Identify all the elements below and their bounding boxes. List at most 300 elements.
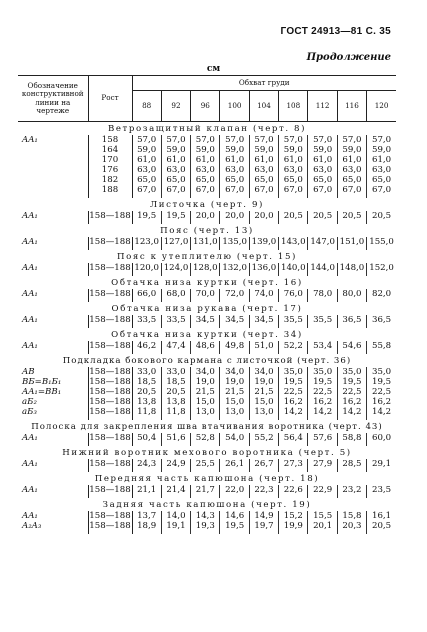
cell-value: 18,5 bbox=[137, 377, 157, 387]
table-row bbox=[18, 237, 396, 250]
cell-value: 59,0 bbox=[220, 145, 249, 155]
row-height: 158—188 bbox=[88, 315, 132, 328]
cell-value: 16,2 bbox=[308, 397, 337, 407]
cell-value: 65,0 bbox=[161, 175, 190, 185]
row-height: 158—188 bbox=[88, 237, 132, 250]
cell-value: 120,0 bbox=[134, 263, 159, 273]
cell-value: 57,0 bbox=[337, 135, 366, 145]
cell-value: 59,0 bbox=[249, 145, 278, 155]
cell-value: 59,0 bbox=[308, 145, 337, 155]
cell-value: 13,8 bbox=[161, 397, 190, 407]
row-label: AA₁ bbox=[22, 263, 38, 273]
cell-value: 47,4 bbox=[161, 341, 190, 354]
cell-value: 67,0 bbox=[137, 185, 157, 195]
section-header bbox=[18, 250, 396, 263]
table-row bbox=[18, 433, 396, 446]
cell-value: 35,5 bbox=[279, 315, 308, 328]
cell-value: 33,0 bbox=[137, 367, 157, 377]
cell-value: 55,8 bbox=[367, 341, 396, 354]
row-height: 188 bbox=[88, 185, 132, 198]
cell-value: 16,2 bbox=[279, 397, 308, 407]
row-height: 158—188 bbox=[88, 521, 132, 534]
cell-value: 123,0 bbox=[134, 237, 159, 247]
cell-value: 67,0 bbox=[279, 185, 308, 198]
cell-value: 16,1 bbox=[367, 511, 396, 521]
cell-value: 46,2 bbox=[137, 341, 157, 351]
cell-value: 20,5 bbox=[161, 387, 190, 397]
table-row bbox=[18, 521, 396, 534]
cell-value: 20,5 bbox=[137, 387, 157, 397]
cell-value: 22,5 bbox=[367, 387, 396, 397]
cell-value: 33,0 bbox=[161, 367, 190, 377]
section-title: Передняя часть капюшона (черт. 18) bbox=[94, 474, 320, 484]
section-title: Пояс к утеплителю (черт. 15) bbox=[117, 252, 297, 262]
cell-value: 54,0 bbox=[220, 433, 249, 446]
table-row bbox=[18, 145, 396, 155]
cell-value: 14,3 bbox=[191, 511, 220, 521]
row-label: BБ=B₁Б₁ bbox=[22, 377, 62, 387]
header-girth-96: 96 bbox=[191, 91, 220, 122]
cell-value: 76,0 bbox=[279, 289, 308, 302]
cell-value: 65,0 bbox=[220, 175, 249, 185]
cell-value: 18,5 bbox=[161, 377, 190, 387]
cell-value: 57,0 bbox=[279, 135, 308, 145]
row-label bbox=[18, 155, 88, 165]
cell-value: 65,0 bbox=[308, 175, 337, 185]
row-label: A₂A₃ bbox=[22, 521, 42, 531]
cell-value: 57,0 bbox=[137, 135, 157, 145]
header-girth-108: 108 bbox=[279, 91, 308, 122]
cell-value: 63,0 bbox=[337, 165, 366, 175]
cell-value: 14,0 bbox=[161, 511, 190, 521]
section-title: Полоска для закрепления шва втачивания воротника (черт. 43) bbox=[31, 422, 383, 432]
cell-value: 65,0 bbox=[367, 175, 396, 185]
cell-value: 66,0 bbox=[137, 289, 157, 299]
cell-value: 20,5 bbox=[367, 211, 396, 224]
row-height: 164 bbox=[88, 145, 132, 155]
table-row bbox=[18, 397, 396, 407]
unit-label: см bbox=[206, 64, 221, 74]
cell-value: 59,0 bbox=[191, 145, 220, 155]
cell-value: 33,5 bbox=[137, 315, 157, 325]
cell-value: 34,5 bbox=[220, 315, 249, 328]
table-row bbox=[18, 185, 396, 198]
section-title: Обтачка низа куртки (черт. 16) bbox=[111, 278, 303, 288]
cell-value: 63,0 bbox=[279, 165, 308, 175]
cell-value: 61,0 bbox=[308, 155, 337, 165]
header-girth-116: 116 bbox=[337, 91, 366, 122]
row-height: 158—188 bbox=[89, 377, 131, 387]
cell-value: 35,0 bbox=[367, 367, 396, 377]
cell-value: 19,0 bbox=[249, 377, 278, 387]
cell-value: 53,4 bbox=[308, 341, 337, 354]
section-title: Задняя часть капюшона (черт. 19) bbox=[102, 500, 312, 510]
row-height: 158—188 bbox=[89, 387, 131, 397]
cell-value: 61,0 bbox=[220, 155, 249, 165]
table-row bbox=[18, 315, 396, 328]
cell-value: 67,0 bbox=[308, 185, 337, 198]
cell-value: 19,9 bbox=[279, 521, 308, 534]
continuation-label: Продолжение bbox=[306, 52, 391, 63]
header-girth-88: 88 bbox=[132, 91, 161, 122]
cell-value: 143,0 bbox=[279, 237, 308, 250]
cell-value: 21,7 bbox=[191, 485, 220, 498]
cell-value: 22,5 bbox=[308, 387, 337, 397]
cell-value: 21,5 bbox=[191, 387, 220, 397]
cell-value: 19,5 bbox=[161, 211, 190, 224]
cell-value: 15,5 bbox=[308, 511, 337, 521]
cell-value: 59,0 bbox=[279, 145, 308, 155]
cell-value: 68,0 bbox=[161, 289, 190, 302]
table-row bbox=[18, 377, 396, 387]
cell-value: 26,7 bbox=[249, 459, 278, 472]
cell-value: 136,0 bbox=[249, 263, 278, 276]
cell-value: 19,5 bbox=[308, 377, 337, 387]
cell-value: 65,0 bbox=[249, 175, 278, 185]
row-label: AA₁=BB₁ bbox=[22, 387, 62, 397]
table-row bbox=[18, 367, 396, 377]
row-label: AA₁ bbox=[22, 315, 38, 325]
cell-value: 144,0 bbox=[308, 263, 337, 276]
cell-value: 15,8 bbox=[337, 511, 366, 521]
section-title: Подкладка бокового кармана с листочкой (черт. 36) bbox=[62, 356, 352, 366]
row-height: 158—188 bbox=[88, 289, 132, 302]
cell-value: 19,5 bbox=[367, 377, 396, 387]
cell-value: 24,9 bbox=[161, 459, 190, 472]
cell-value: 23,2 bbox=[337, 485, 366, 498]
cell-value: 60,0 bbox=[367, 433, 396, 446]
row-height: 158—188 bbox=[88, 459, 132, 472]
section-header bbox=[18, 224, 396, 237]
section-header bbox=[18, 354, 396, 367]
cell-value: 135,0 bbox=[220, 237, 249, 250]
row-label: AA₁ bbox=[22, 289, 38, 299]
section-header bbox=[18, 328, 396, 341]
cell-value: 27,9 bbox=[308, 459, 337, 472]
cell-value: 61,0 bbox=[161, 155, 190, 165]
section-header bbox=[18, 122, 396, 136]
cell-value: 21,4 bbox=[161, 485, 190, 498]
cell-value: 13,8 bbox=[137, 397, 157, 407]
cell-value: 19,7 bbox=[249, 521, 278, 534]
row-label: AA₁ bbox=[22, 211, 38, 221]
cell-value: 26,1 bbox=[220, 459, 249, 472]
cell-value: 20,0 bbox=[249, 211, 278, 224]
table-row bbox=[18, 289, 396, 302]
cell-value: 20,1 bbox=[308, 521, 337, 534]
row-label: AA₁ bbox=[22, 485, 38, 495]
cell-value: 61,0 bbox=[137, 155, 157, 165]
cell-value: 20,5 bbox=[337, 211, 366, 224]
section-header bbox=[18, 198, 396, 211]
section-title: Нижний воротник мехового воротника (черт. 5) bbox=[62, 448, 352, 458]
table-row bbox=[18, 155, 396, 165]
table-row bbox=[18, 485, 396, 498]
cell-value: 63,0 bbox=[191, 165, 220, 175]
row-height: 158 bbox=[88, 135, 132, 145]
row-height: 176 bbox=[88, 165, 132, 175]
section-title: Обтачка низа рукава (черт. 17) bbox=[111, 304, 303, 314]
cell-value: 19,3 bbox=[191, 521, 220, 534]
cell-value: 61,0 bbox=[337, 155, 366, 165]
table-row bbox=[18, 341, 396, 354]
cell-value: 147,0 bbox=[308, 237, 337, 250]
cell-value: 55,2 bbox=[249, 433, 278, 446]
cell-value: 51,6 bbox=[161, 433, 190, 446]
cell-value: 65,0 bbox=[279, 175, 308, 185]
cell-value: 15,0 bbox=[220, 397, 249, 407]
table-row bbox=[18, 211, 396, 224]
cell-value: 22,0 bbox=[220, 485, 249, 498]
cell-value: 82,0 bbox=[367, 289, 396, 302]
cell-value: 15,0 bbox=[191, 397, 220, 407]
row-height: 158—188 bbox=[88, 263, 132, 276]
cell-value: 34,0 bbox=[191, 367, 220, 377]
table-row bbox=[18, 263, 396, 276]
cell-value: 35,5 bbox=[308, 315, 337, 328]
cell-value: 14,2 bbox=[279, 407, 308, 420]
table-row bbox=[18, 175, 396, 185]
row-label bbox=[18, 145, 88, 155]
cell-value: 20,5 bbox=[367, 521, 396, 534]
cell-value: 52,8 bbox=[191, 433, 220, 446]
row-label: AA₁ bbox=[22, 237, 38, 247]
measurements-table bbox=[18, 75, 396, 534]
cell-value: 63,0 bbox=[367, 165, 396, 175]
cell-value: 19,0 bbox=[191, 377, 220, 387]
cell-value: 18,9 bbox=[137, 521, 157, 531]
row-height: 158—188 bbox=[89, 367, 131, 377]
cell-value: 57,0 bbox=[220, 135, 249, 145]
cell-value: 67,0 bbox=[191, 185, 220, 198]
cell-value: 67,0 bbox=[337, 185, 366, 198]
cell-value: 132,0 bbox=[220, 263, 249, 276]
cell-value: 21,1 bbox=[137, 485, 157, 495]
cell-value: 34,0 bbox=[249, 367, 278, 377]
header-girth-104: 104 bbox=[249, 91, 278, 122]
cell-value: 49,8 bbox=[220, 341, 249, 354]
cell-value: 63,0 bbox=[161, 165, 190, 175]
cell-value: 67,0 bbox=[249, 185, 278, 198]
row-height: 158—188 bbox=[88, 433, 132, 446]
cell-value: 59,0 bbox=[337, 145, 366, 155]
cell-value: 59,0 bbox=[367, 145, 396, 155]
cell-value: 35,0 bbox=[279, 367, 308, 377]
row-height: 158—188 bbox=[89, 511, 131, 521]
cell-value: 52,2 bbox=[279, 341, 308, 354]
row-height: 158—188 bbox=[88, 341, 132, 354]
section-header bbox=[18, 302, 396, 315]
section-header bbox=[18, 276, 396, 289]
row-label: AA₁ bbox=[22, 433, 38, 443]
section-title: Обтачка низа куртки (черт. 34) bbox=[111, 330, 303, 340]
cell-value: 128,0 bbox=[191, 263, 220, 276]
cell-value: 13,0 bbox=[191, 407, 220, 420]
cell-value: 14,9 bbox=[249, 511, 278, 521]
header-height-column: Рост bbox=[88, 76, 132, 122]
section-header bbox=[18, 472, 396, 485]
cell-value: 11,8 bbox=[137, 407, 157, 417]
page-header: ГОСТ 24913—81 С. 35 bbox=[280, 26, 391, 37]
section-title: Листочка (черт. 9) bbox=[149, 200, 264, 210]
cell-value: 80,0 bbox=[337, 289, 366, 302]
cell-value: 22,9 bbox=[308, 485, 337, 498]
cell-value: 11,8 bbox=[161, 407, 190, 420]
row-height: 158—188 bbox=[88, 211, 132, 224]
cell-value: 29,1 bbox=[367, 459, 396, 472]
cell-value: 65,0 bbox=[337, 175, 366, 185]
row-label: AA₁ bbox=[22, 341, 38, 351]
cell-value: 15,0 bbox=[249, 397, 278, 407]
cell-value: 51,0 bbox=[249, 341, 278, 354]
header-girth-92: 92 bbox=[161, 91, 190, 122]
cell-value: 155,0 bbox=[367, 237, 396, 250]
cell-value: 14,6 bbox=[220, 511, 249, 521]
cell-value: 57,6 bbox=[308, 433, 337, 446]
row-height: 182 bbox=[88, 175, 132, 185]
cell-value: 36,5 bbox=[337, 315, 366, 328]
cell-value: 22,5 bbox=[279, 387, 308, 397]
header-girth-120: 120 bbox=[367, 91, 396, 122]
cell-value: 19,5 bbox=[279, 377, 308, 387]
cell-value: 35,0 bbox=[337, 367, 366, 377]
cell-value: 65,0 bbox=[137, 175, 157, 185]
section-title: Ветрозащитный клапан (черт. 8) bbox=[107, 124, 307, 134]
cell-value: 67,0 bbox=[367, 185, 396, 198]
cell-value: 19,5 bbox=[220, 521, 249, 534]
table-row bbox=[18, 387, 396, 397]
cell-value: 22,6 bbox=[279, 485, 308, 498]
cell-value: 61,0 bbox=[367, 155, 396, 165]
cell-value: 151,0 bbox=[337, 237, 366, 250]
cell-value: 16,2 bbox=[337, 397, 366, 407]
cell-value: 15,2 bbox=[279, 511, 308, 521]
cell-value: 13,0 bbox=[220, 407, 249, 420]
cell-value: 63,0 bbox=[249, 165, 278, 175]
cell-value: 65,0 bbox=[191, 175, 220, 185]
cell-value: 63,0 bbox=[308, 165, 337, 175]
cell-value: 57,0 bbox=[308, 135, 337, 145]
cell-value: 61,0 bbox=[249, 155, 278, 165]
row-label bbox=[18, 165, 88, 175]
cell-value: 19,1 bbox=[161, 521, 190, 534]
cell-value: 34,0 bbox=[220, 367, 249, 377]
cell-value: 127,0 bbox=[161, 237, 190, 250]
cell-value: 36,5 bbox=[367, 315, 396, 328]
cell-value: 35,0 bbox=[308, 367, 337, 377]
section-title: Пояс (черт. 13) bbox=[160, 226, 254, 236]
cell-value: 57,0 bbox=[367, 135, 396, 145]
section-header bbox=[18, 498, 396, 511]
cell-value: 131,0 bbox=[191, 237, 220, 250]
cell-value: 61,0 bbox=[279, 155, 308, 165]
cell-value: 78,0 bbox=[308, 289, 337, 302]
table-row bbox=[18, 511, 396, 521]
cell-value: 34,5 bbox=[249, 315, 278, 328]
cell-value: 67,0 bbox=[161, 185, 190, 198]
cell-value: 20,3 bbox=[337, 521, 366, 534]
row-label: AA₁ bbox=[22, 135, 38, 145]
row-height: 158—188 bbox=[89, 397, 131, 407]
cell-value: 58,8 bbox=[337, 433, 366, 446]
cell-value: 139,0 bbox=[249, 237, 278, 250]
cell-value: 63,0 bbox=[137, 165, 157, 175]
row-height: 158—188 bbox=[88, 407, 132, 420]
cell-value: 22,3 bbox=[249, 485, 278, 498]
cell-value: 28,5 bbox=[337, 459, 366, 472]
cell-value: 57,0 bbox=[161, 135, 190, 145]
table-row bbox=[18, 459, 396, 472]
cell-value: 72,0 bbox=[220, 289, 249, 302]
header-girth-100: 100 bbox=[220, 91, 249, 122]
row-label: AA₁ bbox=[22, 459, 38, 469]
cell-value: 27,3 bbox=[279, 459, 308, 472]
cell-value: 14,2 bbox=[367, 407, 396, 420]
row-label: aБ₃ bbox=[22, 407, 37, 417]
cell-value: 34,5 bbox=[191, 315, 220, 328]
cell-value: 23,5 bbox=[367, 485, 396, 498]
cell-value: 70,0 bbox=[191, 289, 220, 302]
cell-value: 20,5 bbox=[279, 211, 308, 224]
cell-value: 54,6 bbox=[337, 341, 366, 354]
header-label-column: Обозначение конструктивной линии на чертеже bbox=[18, 76, 88, 122]
cell-value: 20,5 bbox=[308, 211, 337, 224]
cell-value: 14,2 bbox=[308, 407, 337, 420]
table-row bbox=[18, 135, 396, 145]
row-label bbox=[18, 185, 88, 198]
cell-value: 48,6 bbox=[191, 341, 220, 354]
cell-value: 124,0 bbox=[161, 263, 190, 276]
row-height: 158—188 bbox=[88, 485, 132, 498]
header-girth: Обхват груди bbox=[132, 76, 396, 91]
cell-value: 59,0 bbox=[137, 145, 157, 155]
cell-value: 63,0 bbox=[220, 165, 249, 175]
cell-value: 19,5 bbox=[137, 211, 157, 221]
cell-value: 16,2 bbox=[367, 397, 396, 407]
header-girth-112: 112 bbox=[308, 91, 337, 122]
cell-value: 148,0 bbox=[337, 263, 366, 276]
cell-value: 61,0 bbox=[191, 155, 220, 165]
section-header bbox=[18, 420, 396, 433]
cell-value: 67,0 bbox=[220, 185, 249, 198]
row-label: AA₁ bbox=[22, 511, 38, 521]
cell-value: 152,0 bbox=[367, 263, 396, 276]
cell-value: 59,0 bbox=[161, 145, 190, 155]
cell-value: 57,0 bbox=[191, 135, 220, 145]
cell-value: 140,0 bbox=[279, 263, 308, 276]
cell-value: 22,5 bbox=[337, 387, 366, 397]
cell-value: 25,5 bbox=[191, 459, 220, 472]
cell-value: 20,0 bbox=[220, 211, 249, 224]
cell-value: 19,0 bbox=[220, 377, 249, 387]
cell-value: 24,3 bbox=[137, 459, 157, 469]
row-label: AB bbox=[22, 367, 35, 377]
cell-value: 21,5 bbox=[249, 387, 278, 397]
table-row bbox=[18, 165, 396, 175]
row-label: aБ₂ bbox=[22, 397, 37, 407]
cell-value: 19,5 bbox=[337, 377, 366, 387]
cell-value: 14,2 bbox=[337, 407, 366, 420]
cell-value: 33,5 bbox=[161, 315, 190, 328]
cell-value: 50,4 bbox=[137, 433, 157, 443]
cell-value: 20,0 bbox=[191, 211, 220, 224]
cell-value: 13,0 bbox=[249, 407, 278, 420]
cell-value: 74,0 bbox=[249, 289, 278, 302]
row-height: 170 bbox=[88, 155, 132, 165]
row-label bbox=[18, 175, 88, 185]
section-header bbox=[18, 446, 396, 459]
cell-value: 56,4 bbox=[279, 433, 308, 446]
